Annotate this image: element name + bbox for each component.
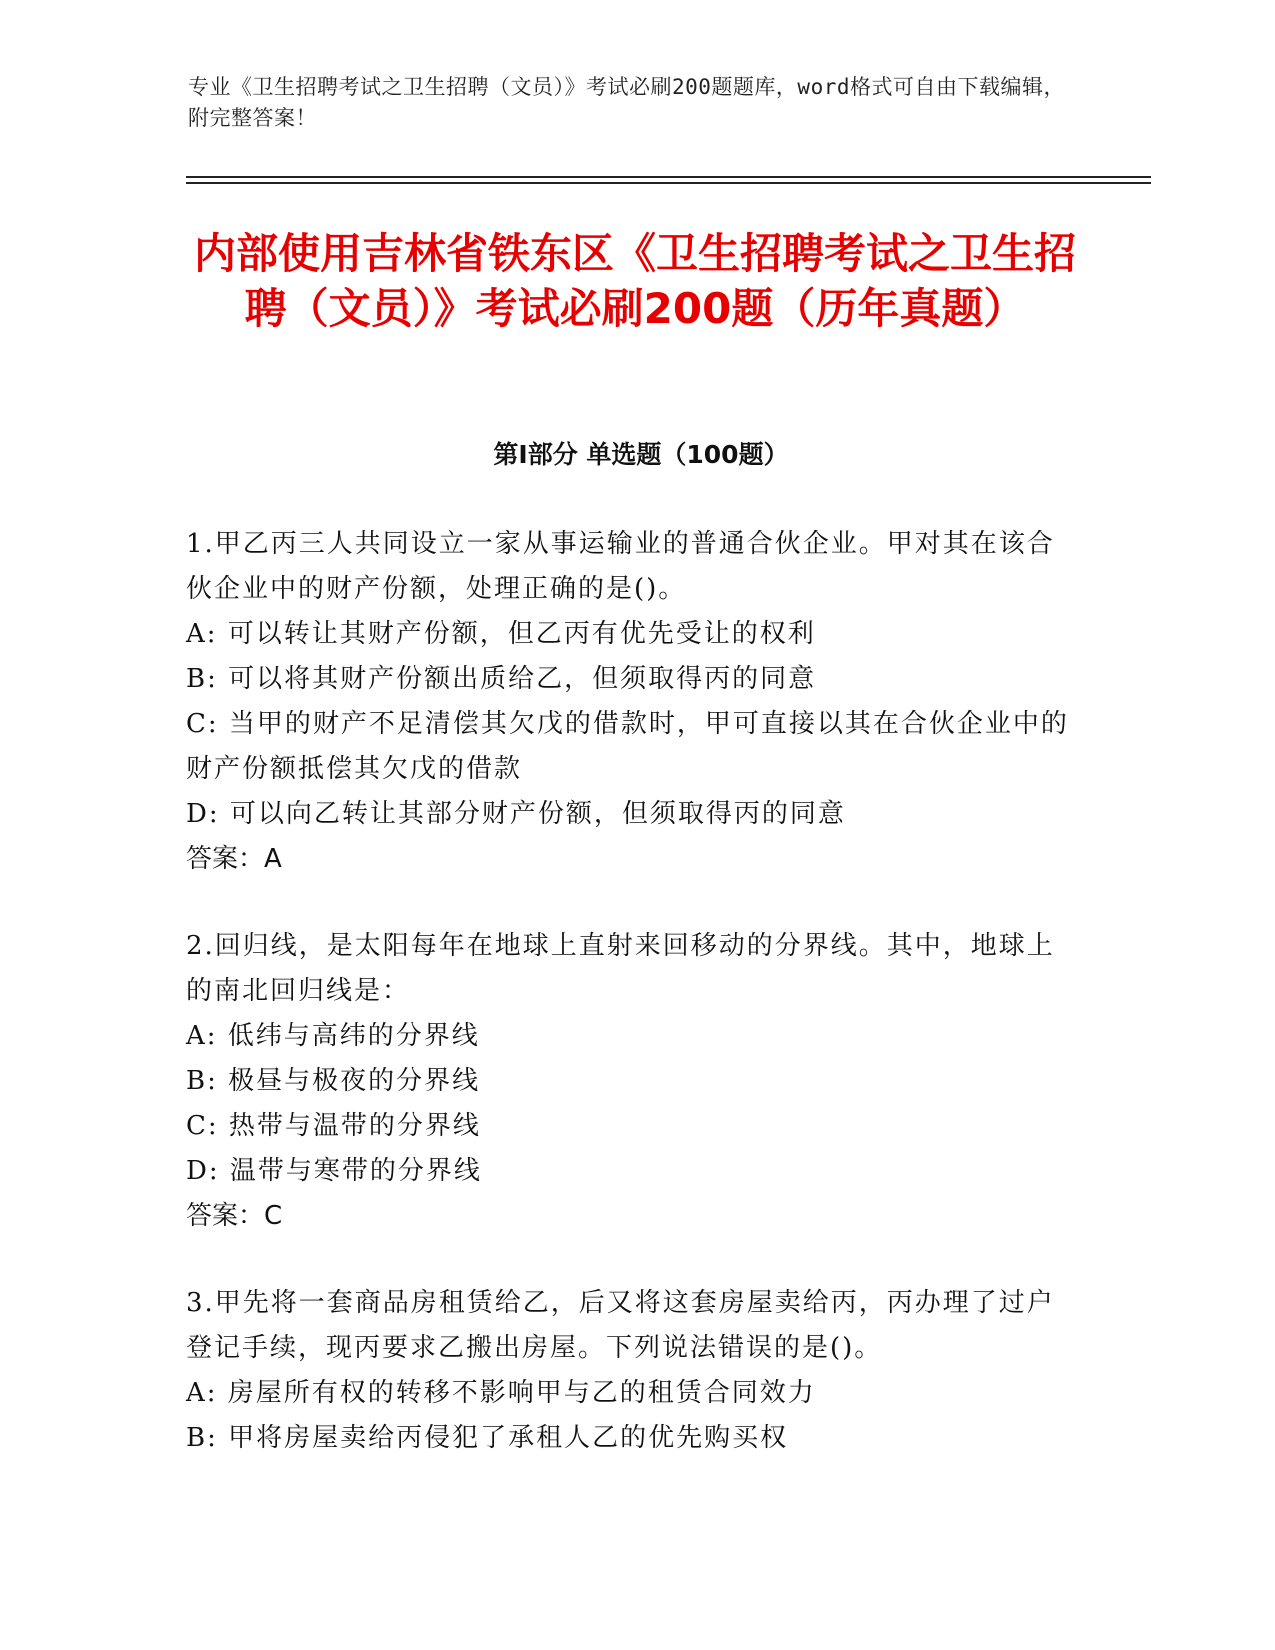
header-divider-top <box>186 176 1151 178</box>
question-item <box>186 1281 1076 1461</box>
question-list <box>186 522 1076 1503</box>
question-option: C: 当甲的财产不足清偿其欠戊的借款时，甲可直接以其在合伙企业中的财产份额抵偿其欠戊的借款 <box>186 709 1069 784</box>
question-option: B: 极昼与极夜的分界线 <box>186 1066 481 1096</box>
question-option: B: 甲将房屋卖给丙侵犯了承租人乙的优先购买权 <box>186 1423 789 1453</box>
question-option: D: 可以向乙转让其部分财产份额，但须取得丙的同意 <box>186 799 846 829</box>
document-title: 内部使用吉林省铁东区《卫生招聘考试之卫生招聘（文员）》考试必刷200题（历年真题） <box>193 229 1076 333</box>
question-item <box>186 522 1076 882</box>
question-option: B: 可以将其财产份额出质给乙，但须取得丙的同意 <box>186 664 817 694</box>
question-text: 2.回归线，是太阳每年在地球上直射来回移动的分界线。其中，地球上的南北回归线是： <box>186 931 1055 1006</box>
question-option: A: 房屋所有权的转移不影响甲与乙的租赁合同效力 <box>186 1378 816 1408</box>
header-divider-bottom <box>186 182 1151 184</box>
question-option: C: 热带与温带的分界线 <box>186 1111 481 1141</box>
question-text: 3.甲先将一套商品房租赁给乙，后又将这套房屋卖给丙，丙办理了过户登记手续，现丙要求乙搬出房屋。下列说法错误的是()。 <box>186 1288 1055 1363</box>
question-answer: 答案：C <box>186 1201 283 1231</box>
question-text: 1.甲乙丙三人共同设立一家从事运输业的普通合伙企业。甲对其在该合伙企业中的财产份额，处理正确的是()。 <box>186 529 1055 604</box>
question-option: D: 温带与寒带的分界线 <box>186 1156 482 1186</box>
section-title: 第Ⅰ部分 单选题（100题） <box>493 440 789 469</box>
header-note: 专业《卫生招聘考试之卫生招聘（文员）》考试必刷200题题库，word格式可自由下载编辑，附完整答案！ <box>188 75 1065 130</box>
question-option: A: 可以转让其财产份额，但乙丙有优先受让的权利 <box>186 619 816 649</box>
question-option: A: 低纬与高纬的分界线 <box>186 1021 480 1051</box>
question-answer: 答案：A <box>186 844 282 874</box>
question-item <box>186 924 1076 1239</box>
